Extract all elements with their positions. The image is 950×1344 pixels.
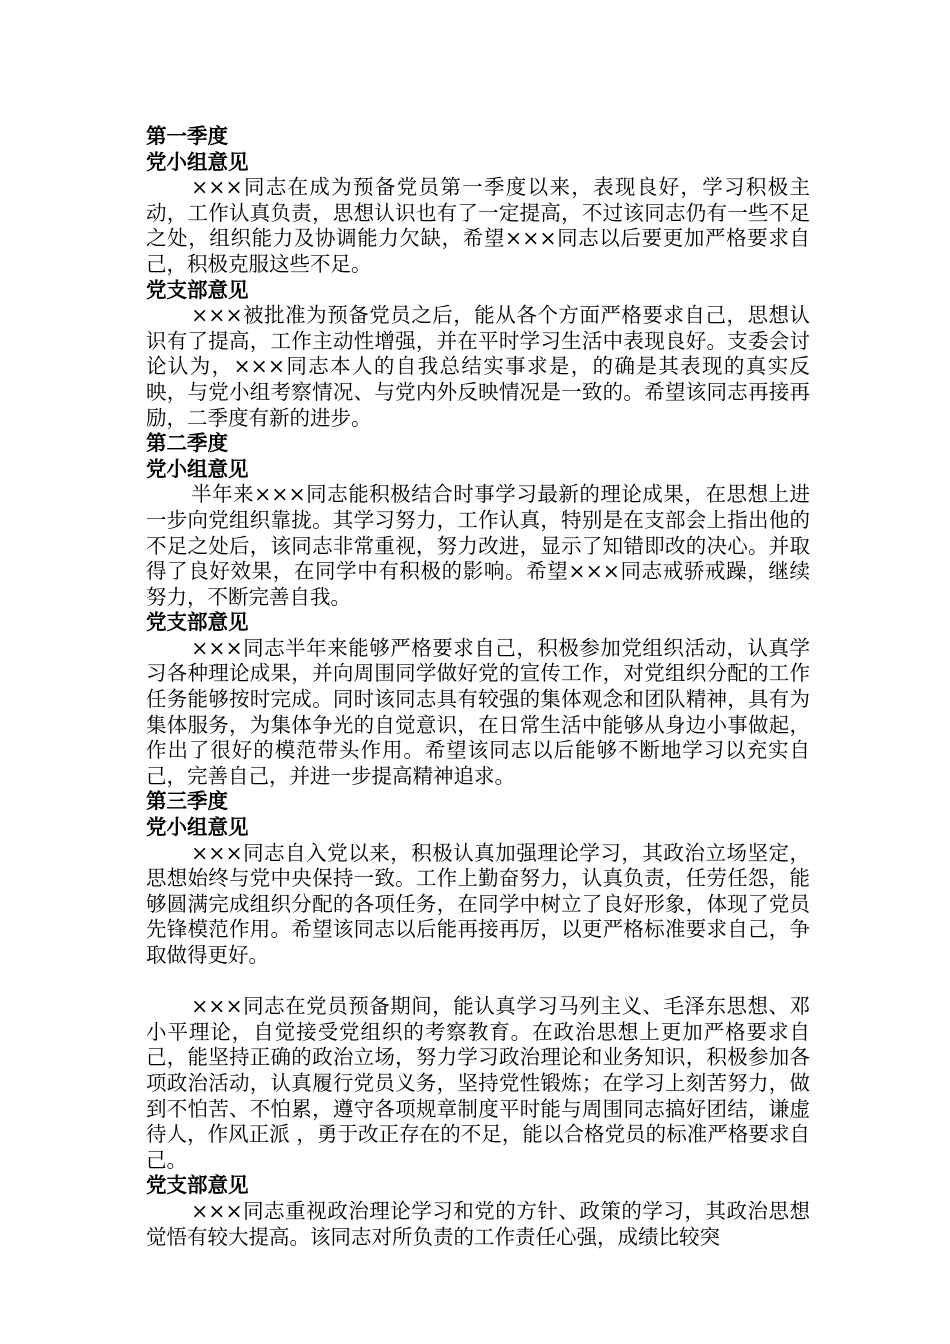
- quarter-heading: 第二季度: [146, 431, 228, 456]
- group-opinion-text: 半年来×××同志能积极结合时事学习最新的理论成果，在思想上进一步向党组织靠拢。其学习努力，工作认真，特别是在支部会上指出他的不足之处后，该同志非常重视，努力改进，显示了知错即改的决心。并取得了良好效果，在同学中有积极的影响。希望×××同志戒骄戒躁，继续努力，不断完善自我。: [146, 482, 810, 609]
- group-opinion-heading: 党小组意见: [146, 815, 249, 840]
- document-body: [146, 124, 810, 1250]
- paragraph-spacer: [146, 969, 810, 995]
- section-quarter-3: [146, 789, 810, 1250]
- branch-opinion-text: ×××同志重视政治理论学习和党的方针、政策的学习，其政治思想觉悟有较大提高。该同志对所负责的工作责任心强，成绩比较突: [146, 1198, 810, 1249]
- branch-opinion-heading: 党支部意见: [146, 1173, 249, 1198]
- branch-opinion-heading: 党支部意见: [146, 610, 249, 635]
- quarter-heading: 第三季度: [146, 789, 228, 814]
- quarter-heading: 第一季度: [146, 124, 228, 148]
- group-opinion-text: ×××同志自入党以来，积极认真加强理论学习，其政治立场坚定，思想始终与党中央保持一致。工作上勤奋努力，认真负责，任劳任怨，能够圆满完成组织分配的各项任务，在同学中树立了良好形象，体现了党员先锋模范作用。希望该同志以后能再接再厉，以更严格标准要求自己，争取做得更好。: [146, 840, 810, 967]
- group-opinion-text: ×××同志在成为预备党员第一季度以来，表现良好，学习积极主动，工作认真负责，思想认识也有了一定提高，不过该同志仍有一些不足之处，组织能力及协调能力欠缺，希望×××同志以后要更加严格要求自己，积极克服这些不足。: [146, 175, 810, 276]
- branch-opinion-text: ×××被批准为预备党员之后，能从各个方面严格要求自己，思想认识有了提高，工作主动性增强，并在平时学习生活中表现良好。支委会讨论认为，×××同志本人的自我总结实事求是，的确是其表现的真实反映，与党小组考察情况、与党内外反映情况是一致的。希望该同志再接再励，二季度有新的进步。: [146, 303, 810, 430]
- group-opinion-heading: 党小组意见: [146, 456, 249, 481]
- branch-opinion-heading: 党支部意见: [146, 277, 249, 302]
- group-opinion-text-2: ×××同志在党员预备期间，能认真学习马列主义、毛泽东思想、邓小平理论，自觉接受党组织的考察教育。在政治思想上更加严格要求自己，能坚持正确的政治立场，努力学习政治理论和业务知识，积极参加各项政治活动，认真履行党员义务，坚持党性锻炼；在学习上刻苦努力，做到不怕苦、不怕累，遵守各项规章制度平时能与周围同志搞好团结，谦虚待人，作风正派 ，勇于改正存在的不足，能以合格党员的标准严格要求自己。: [146, 994, 810, 1172]
- branch-opinion-text: ×××同志半年来能够严格要求自己，积极参加党组织活动，认真学习各种理论成果，并向周围同学做好党的宣传工作，对党组织分配的工作任务能够按时完成。同时该同志具有较强的集体观念和团队精神，具有为集体服务，为集体争光的自觉意识，在日常生活中能够从身边小事做起，作出了很好的模范带头作用。希望该同志以后能够不断地学习以充实自己，完善自己，并进一步提高精神追求。: [146, 635, 810, 788]
- section-quarter-2: [146, 431, 810, 789]
- section-quarter-1: [146, 124, 810, 431]
- group-opinion-heading: 党小组意见: [146, 149, 249, 174]
